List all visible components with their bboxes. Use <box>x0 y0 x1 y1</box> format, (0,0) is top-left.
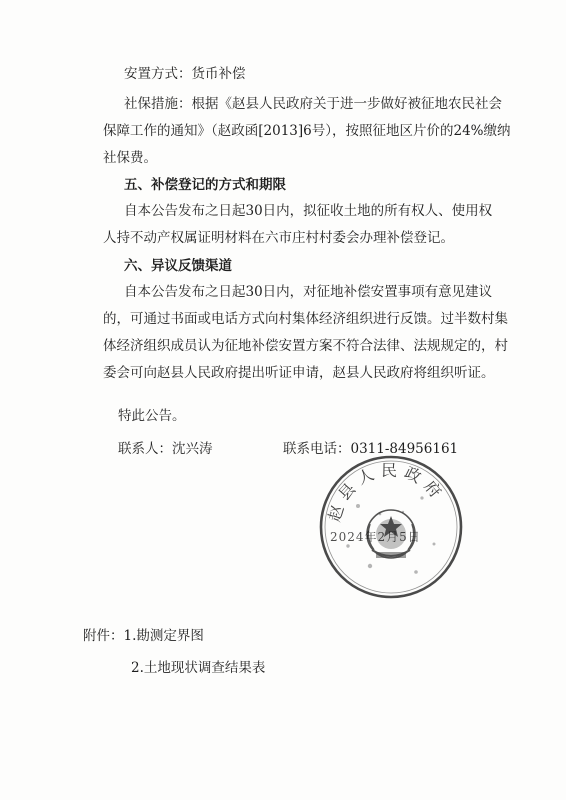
section5-line-2: 人持不动产权属证明材料在六市庄村村委会办理补偿登记。 <box>103 230 454 246</box>
social-security-line-3: 社保费。 <box>103 150 157 166</box>
section5-line-1: 自本公告发布之日起30日内，拟征收土地的所有权人、使用权 <box>124 203 493 219</box>
contact-phone: 联系电话：0311-84956161 <box>283 441 459 457</box>
placement-line: 安置方式：货币补偿 <box>124 66 246 82</box>
section6-line-3: 体经济组织成员认为征地补偿安置方案不符合法律、法规规定的，村 <box>103 338 508 354</box>
section5-heading: 五、补偿登记的方式和期限 <box>124 177 286 193</box>
attachments-label: 附件：1.勘测定界图 <box>83 628 204 644</box>
social-security-line-1: 社保措施：根据《赵县人民政府关于进一步做好被征地农民社会 <box>124 96 502 112</box>
social-security-line-2: 保障工作的通知》（赵政函[2013]6号），按照征地区片价的24%缴纳 <box>103 123 511 139</box>
official-seal <box>318 454 464 600</box>
seal-date: 2024年2月5日 <box>330 530 421 544</box>
closing-notice: 特此公告。 <box>118 408 186 424</box>
svg-text:赵县人民政府: 赵县人民政府 <box>324 460 450 524</box>
section6-line-2: 的，可通过书面或电话方式向村集体经济组织进行反馈。过半数村集 <box>103 311 508 327</box>
attachment-item-2: 2.土地现状调查结果表 <box>131 660 266 676</box>
section6-heading: 六、异议反馈渠道 <box>124 258 232 274</box>
section6-line-4: 委会可向赵县人民政府提出听证申请，赵县人民政府将组织听证。 <box>103 365 495 381</box>
contact-person: 联系人：沈兴涛 <box>118 441 213 457</box>
section6-line-1: 自本公告发布之日起30日内，对征地补偿安置事项有意见建议 <box>124 284 493 300</box>
